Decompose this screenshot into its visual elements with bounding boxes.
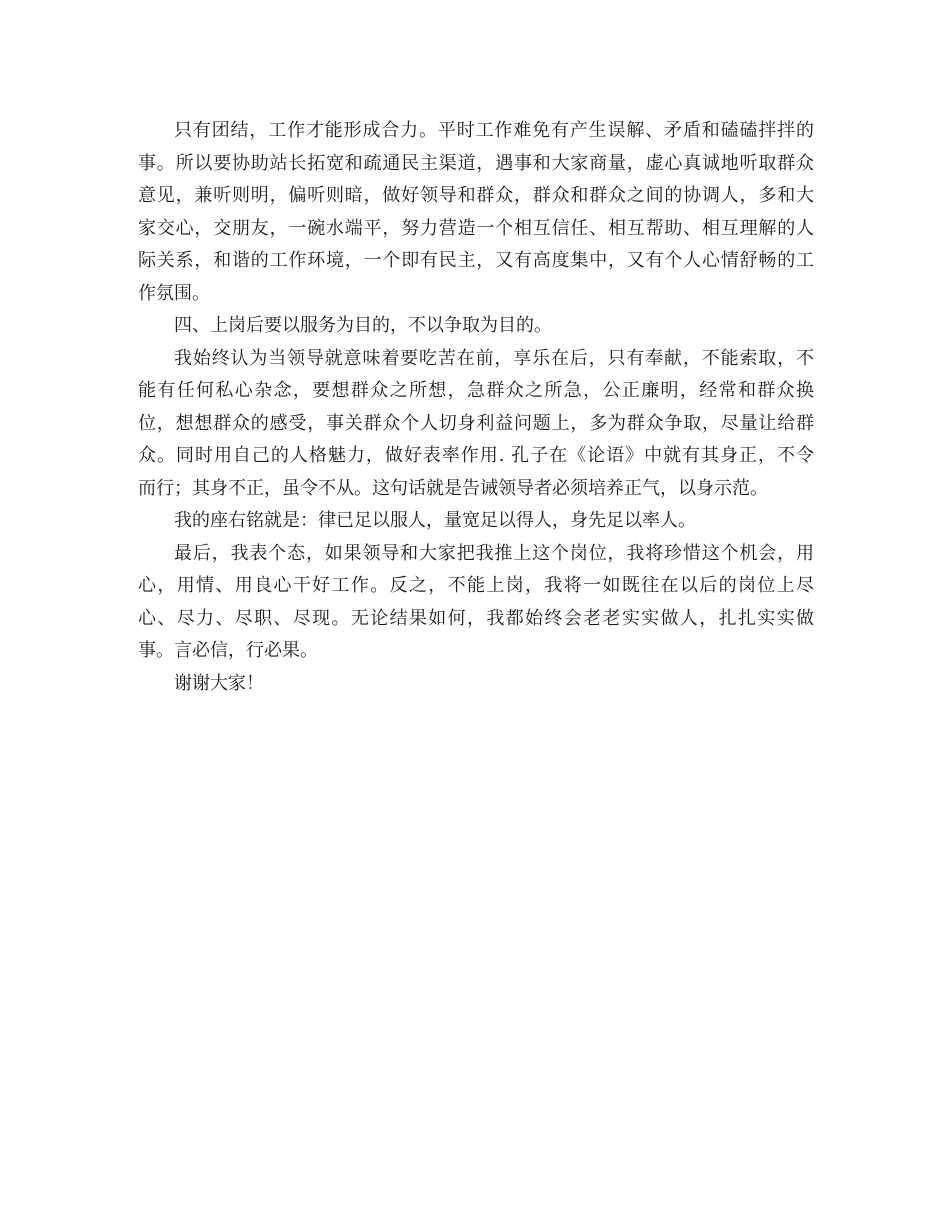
closing-thanks: 谢谢大家！ xyxy=(174,672,264,694)
paragraph-line: 我始终认为当领导就意味着要吃苦在前，享乐在后，只有奉献，不能索取，不 xyxy=(174,347,814,369)
paragraph-line: 能有任何私心杂念，要想群众之所想，急群众之所急，公正廉明，经常和群众换 xyxy=(138,380,814,401)
paragraph-line: 事。言必信，行必果。 xyxy=(138,640,318,661)
paragraph-line: 而行；其身不正，虽令不从。这句话就是告诫领导者必须培养正气，以身示范。 xyxy=(138,477,768,499)
paragraph-line: 心，用情、用良心干好工作。反之，不能上岗，我将一如既往在以后的岗位上尽 xyxy=(138,575,814,596)
paragraph-line: 作氛围。 xyxy=(138,282,210,304)
paragraph-line: 心、尽力、尽职、尽现。无论结果如何，我都始终会老老实实做人，扎扎实实做 xyxy=(138,607,814,629)
paragraph-line: 位，想想群众的感受，事关群众个人切身利益问题上，多为群众争取，尽量让给群 xyxy=(138,412,814,434)
paragraph-line: 意见，兼听则明，偏听则暗，做好领导和群众，群众和群众之间的协调人，多和大 xyxy=(138,185,814,206)
paragraph-line: 家交心，交朋友，一碗水端平，努力营造一个相互信任、相互帮助、相互理解的人 xyxy=(138,217,814,239)
document-body xyxy=(138,115,814,700)
paragraph-line: 只有团结，工作才能形成合力。平时工作难免有产生误解、矛盾和磕磕拌拌的 xyxy=(174,120,814,141)
paragraph-line: 际关系，和谐的工作环境，一个即有民主，又有高度集中，又有个人心情舒畅的工 xyxy=(138,250,814,271)
paragraph-line: 事。所以要协助站长拓宽和疏通民主渠道，遇事和大家商量，虚心真诚地听取群众 xyxy=(138,152,814,174)
section-heading: 四、上岗后要以服务为目的，不以争取为目的。 xyxy=(174,315,552,336)
paragraph-line: 最后，我表个态，如果领导和大家把我推上这个岗位，我将珍惜这个机会，用 xyxy=(174,542,814,564)
paragraph-line: 我的座右铭就是：律已足以服人，量宽足以得人，身先足以率人。 xyxy=(174,510,696,531)
paragraph-line: 众。同时用自己的人格魅力，做好表率作用. 孔子在《论语》中就有其身正，不令 xyxy=(138,445,814,466)
